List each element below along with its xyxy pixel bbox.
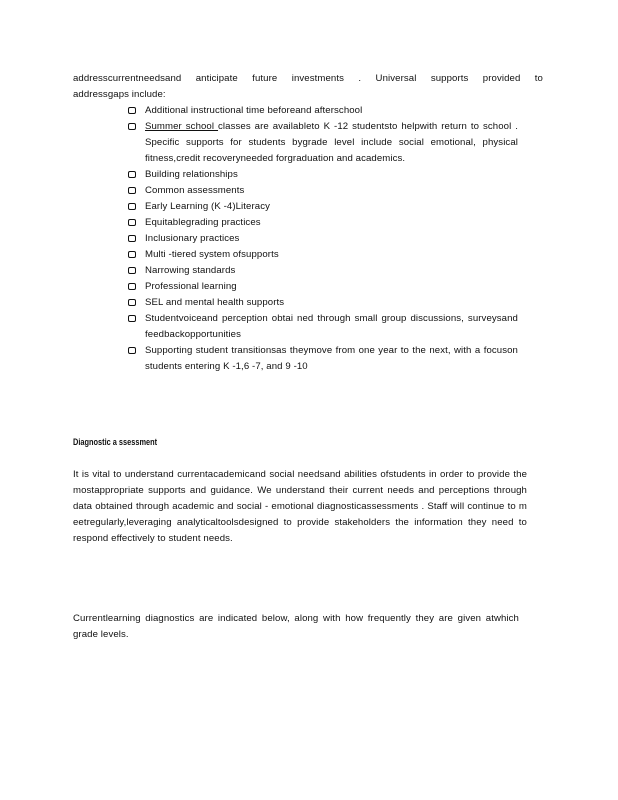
square-bullet-icon: [128, 219, 136, 226]
intro-line-1: addresscurrentneedsand anticipate future investments . Universal supports provided to: [73, 73, 543, 84]
list-item: Early Learning (K -4)Literacy: [128, 199, 518, 215]
list-item: Building relationships: [128, 167, 518, 183]
square-bullet-icon: [128, 315, 136, 322]
square-bullet-icon: [128, 203, 136, 210]
list-item: Inclusionary practices: [128, 231, 518, 247]
square-bullet-icon: [128, 107, 136, 114]
square-bullet-icon: [128, 171, 136, 178]
square-bullet-icon: [128, 187, 136, 194]
square-bullet-icon: [128, 267, 136, 274]
square-bullet-icon: [128, 123, 136, 130]
list-item: Professional learning: [128, 279, 518, 295]
square-bullet-icon: [128, 347, 136, 354]
square-bullet-icon: [128, 251, 136, 258]
list-item: Additional instructional time beforeand afterschool: [128, 103, 518, 119]
intro-line-2: addressgaps include:: [73, 89, 166, 100]
square-bullet-icon: [128, 299, 136, 306]
intro-paragraph: [73, 71, 543, 103]
section-heading: Diagnostic a ssessment: [73, 437, 158, 447]
list-item: SEL and mental health supports: [128, 295, 518, 311]
list-item: Common assessments: [128, 183, 518, 199]
list-item: Narrowing standards: [128, 263, 518, 279]
supports-list: [128, 103, 518, 375]
summer-school-link[interactable]: Summer school: [145, 121, 219, 132]
list-item: Multi -tiered system ofsupports: [128, 247, 518, 263]
closing-paragraph: Currentlearning diagnostics are indicated below, along with how frequently they are given atwhich grade levels.: [73, 613, 519, 640]
diagnostic-paragraph: It is vital to understand currentacademicand social needsand abilities ofstudents in order to provide the mostappropriate supports and guidance. We understand their current needs and perceptions through data obtained through academic and social - emotional diagnosticassessments . Staff will continue to m eetregularly,leveraging analyticaltoolsdesigned to provide stakeholders the information they need to respond effectively to student needs.: [73, 469, 527, 544]
list-item: Summer school classes are availableto K -12 studentsto helpwith return to school . Specific supports for students bygrade level include social emotional, physical fitness,credit recoveryneeded forgraduation and academics.: [128, 119, 518, 167]
square-bullet-icon: [128, 283, 136, 290]
list-item: Supporting student transitionsas theymove from one year to the next, with a focuson students entering K -1,6 -7, and 9 -10: [128, 343, 518, 375]
list-item: Equitablegrading practices: [128, 215, 518, 231]
square-bullet-icon: [128, 235, 136, 242]
list-item: Studentvoiceand perception obtai ned through small group discussions, surveysand feedbackopportunities: [128, 311, 518, 343]
